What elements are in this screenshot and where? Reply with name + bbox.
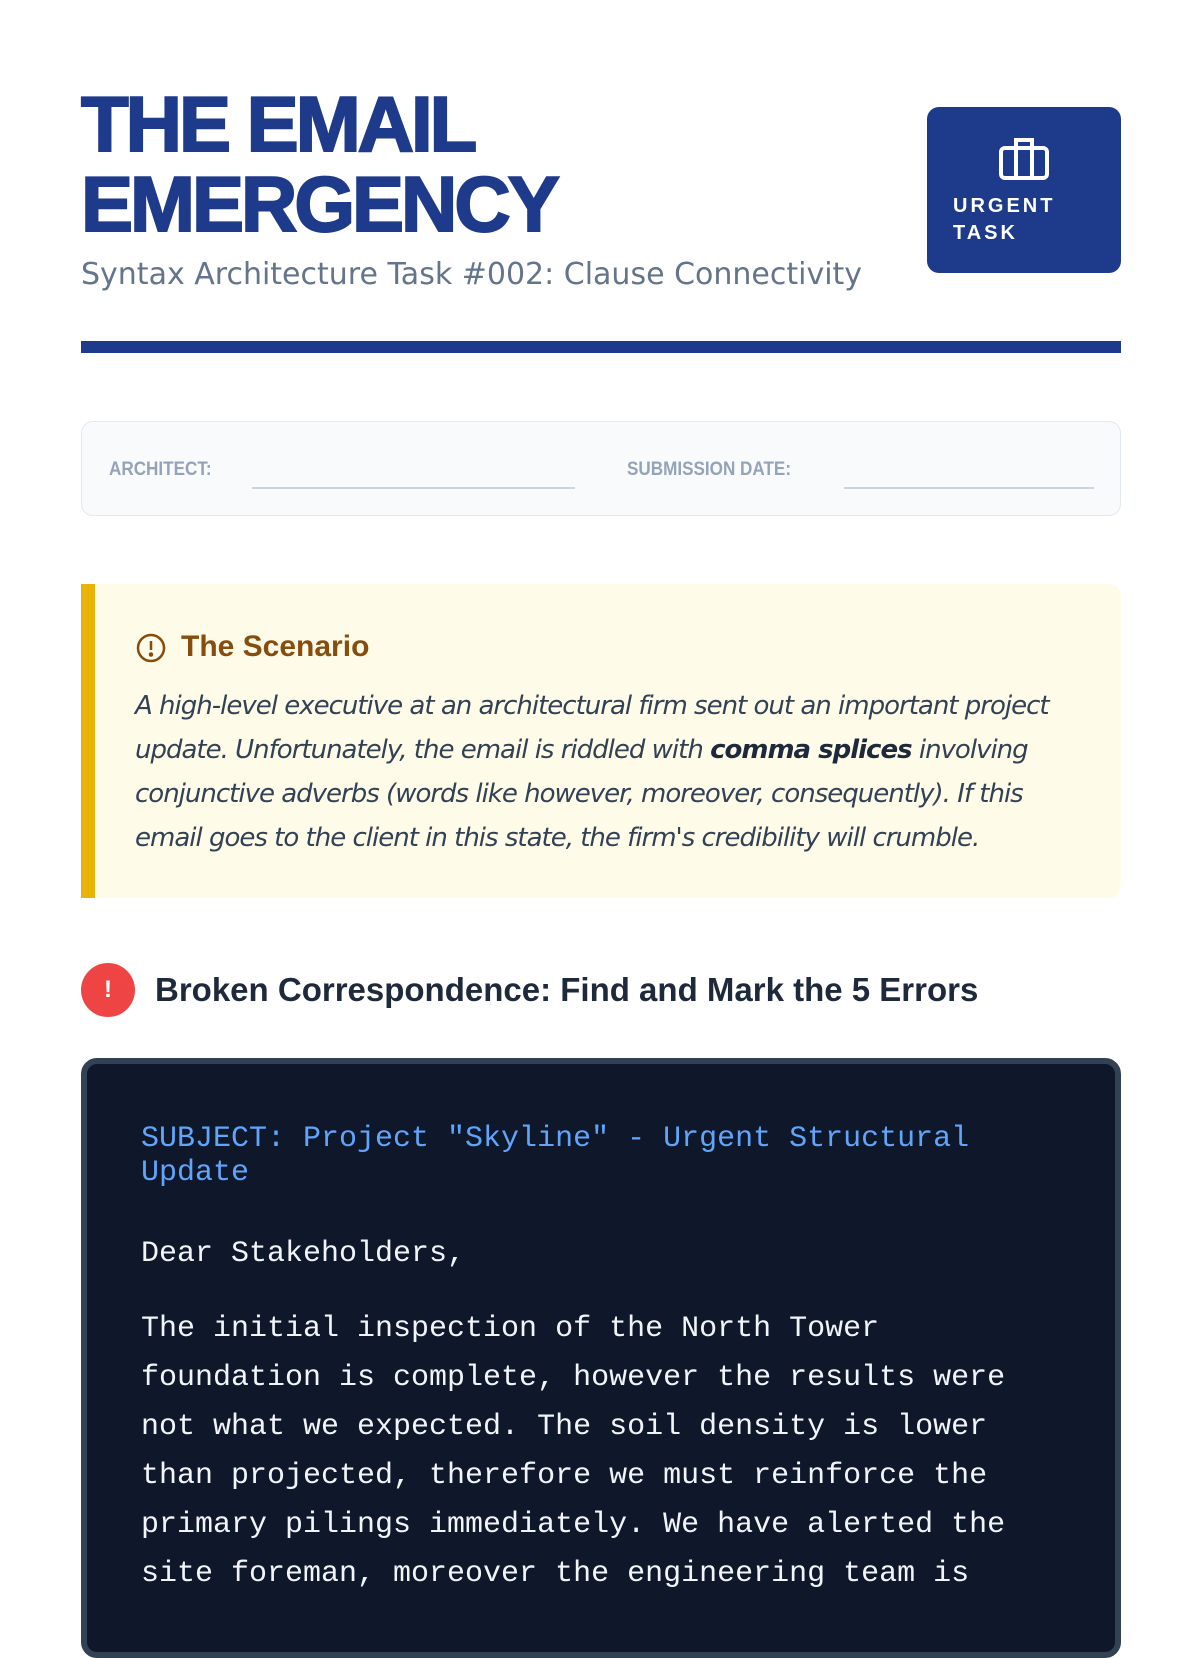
scenario-callout <box>81 584 1121 898</box>
alert-circle-icon <box>135 632 167 664</box>
badge-label: URGENT TASK <box>953 195 1056 244</box>
header-divider <box>81 341 1121 353</box>
page-title: THE EMAIL EMERGENCY <box>81 80 557 248</box>
scenario-title: The Scenario <box>181 630 370 663</box>
architect-field[interactable] <box>252 487 575 489</box>
architect-label: ARCHITECT: <box>109 459 212 480</box>
email-greeting: Dear Stakeholders, <box>141 1237 466 1271</box>
page-subtitle: Syntax Architecture Task #002: Clause Connectivity <box>81 257 863 292</box>
email-subject: SUBJECT: Project "Skyline" - Urgent Structural Update <box>141 1122 970 1190</box>
submission-date-label: SUBMISSION DATE: <box>627 459 792 480</box>
briefcase-icon <box>998 135 1050 181</box>
submission-date-field[interactable] <box>844 487 1094 489</box>
section-heading <box>81 963 1121 1017</box>
email-body <box>81 1058 1121 1658</box>
submission-info <box>81 421 1121 516</box>
email-paragraph: The initial inspection of the North Tower foundation is complete, however the results were not what we expected. The soil density is lower than projected, therefore we must reinforce the primary pilings immediately. We have alerted the site foreman, moreover the engineering team is <box>141 1312 1006 1591</box>
section-title: Broken Correspondence: Find and Mark the 5 Errors <box>155 971 979 1008</box>
scenario-text: A high-level executive at an architectural firm sent out an important project update. Unfortunately, the email is riddled with comma splices involving conjunctive adverbs (words like however, moreover, consequently). If this email goes to the client in this state, the firm's credibility will crumble. <box>135 691 1049 853</box>
urgent-task-badge <box>927 107 1121 273</box>
error-icon: ! <box>81 963 135 1017</box>
